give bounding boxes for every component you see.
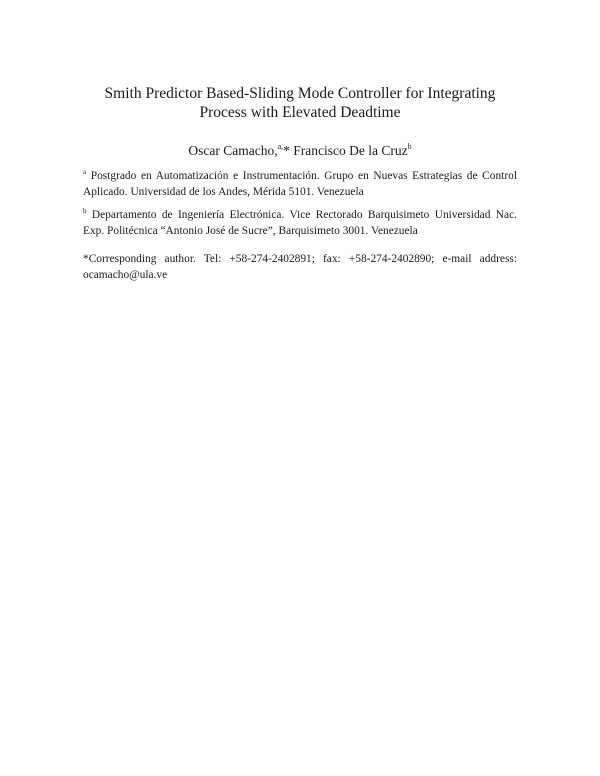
affiliation-a-text-1: Postgrado en Automatización e Instrumentación. Grupo en Nuevas Estrategias de Control	[90, 170, 517, 182]
title-line-2: Process with Elevated Deadtime	[199, 104, 401, 121]
affiliation-b-line-2: Exp. Politécnica “Antonio José de Sucre”, Barquisimeto 3001. Venezuela	[83, 224, 418, 237]
affiliation-b	[83, 208, 517, 239]
affiliation-a-mark: a	[83, 168, 87, 176]
affiliation-b-line-1	[83, 208, 517, 224]
author-list	[80, 143, 520, 159]
affiliation-b-text-1: Departamento de Ingeniería Electrónica. Vice Rectorado Barquisimeto Universidad Nac.	[91, 209, 517, 221]
author-oscar-camacho: Oscar Camacho,	[188, 143, 278, 158]
corresponding-author	[83, 252, 517, 283]
paper-title	[80, 84, 520, 122]
corresponding-line-1: *Corresponding author. Tel: +58-274-2402891; fax: +58-274-2402890; e-mail address:	[83, 253, 517, 265]
author2-affiliation-mark: b	[407, 142, 412, 151]
affiliation-a-line-1	[83, 169, 517, 185]
affiliation-a-line-2: Aplicado. Universidad de los Andes, Mérida 5101. Venezuela	[83, 185, 364, 198]
author-francisco-de-la-cruz: * Francisco De la Cruz	[283, 143, 408, 158]
corresponding-email: ocamacho@ula.ve	[83, 268, 168, 281]
author1-affiliation-mark: a,	[277, 142, 284, 151]
affiliation-b-mark: b	[83, 207, 87, 215]
affiliation-a	[83, 169, 517, 200]
title-line-1: Smith Predictor Based-Sliding Mode Controller for Integrating	[104, 85, 496, 102]
